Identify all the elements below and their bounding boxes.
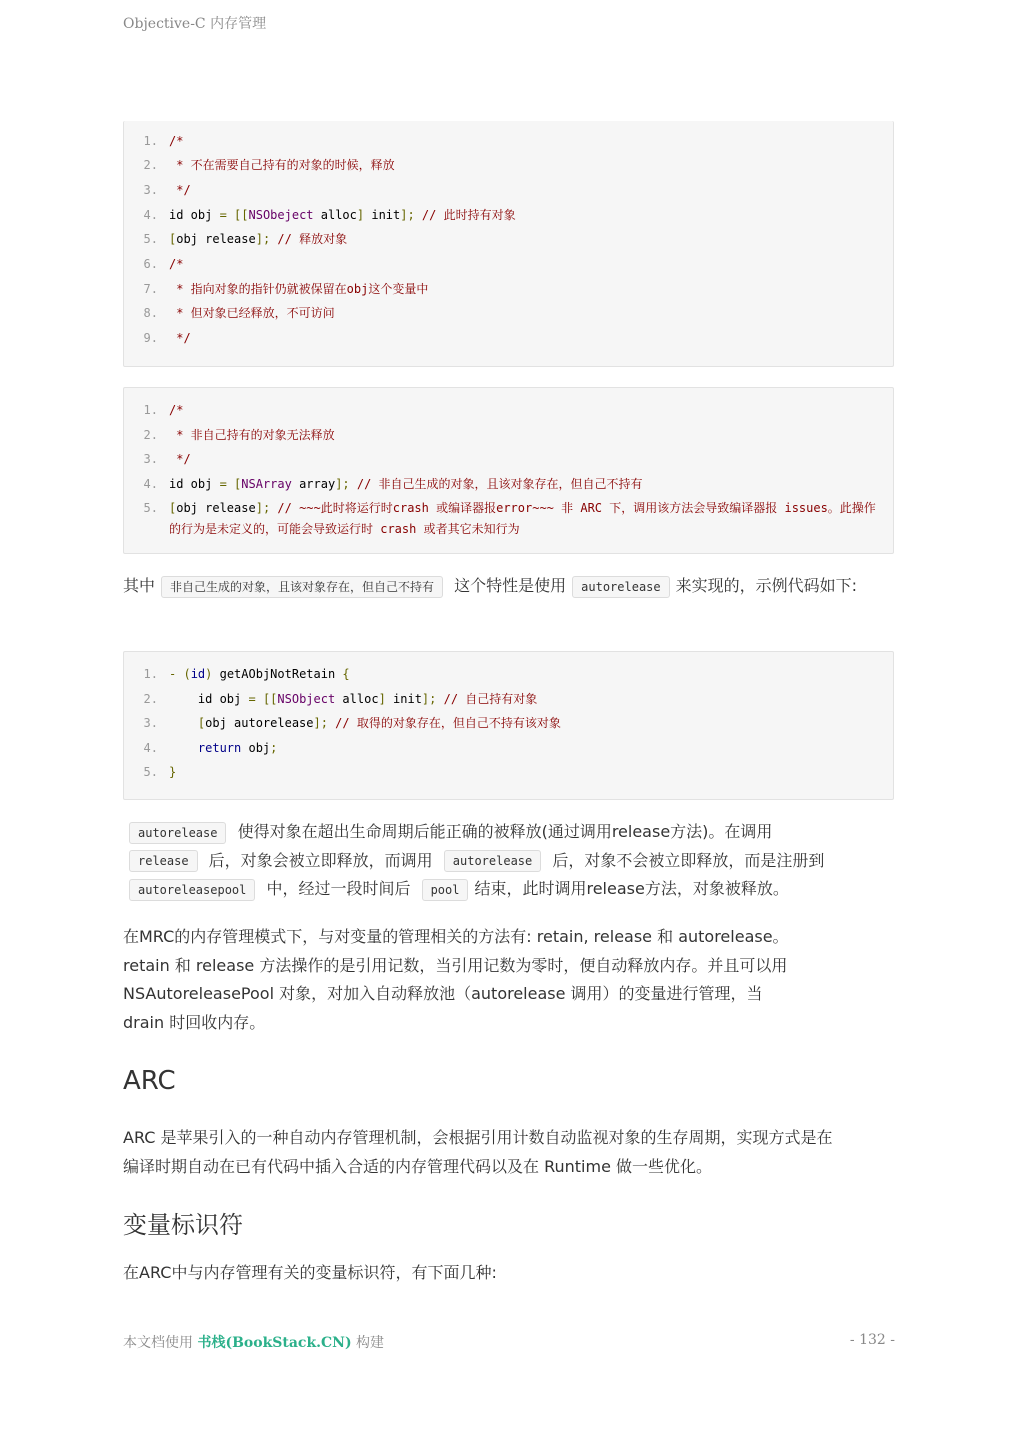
line-number: 2. bbox=[143, 428, 158, 442]
code-text: id obj = [[NSObject alloc] init]; // 自己持有对象 bbox=[169, 692, 538, 706]
code-line bbox=[124, 303, 893, 323]
code-comment: * 不在需要自己持有的对象的时候，释放 bbox=[169, 158, 395, 172]
line-number: 4. bbox=[143, 477, 158, 491]
line-number: 1. bbox=[143, 403, 158, 417]
line-number: 3. bbox=[143, 183, 158, 197]
page-header-title: Objective-C 内存管理 bbox=[123, 16, 267, 32]
code-comment: */ bbox=[169, 452, 191, 466]
code-text: - (id) getAObjNotRetain { bbox=[169, 667, 350, 681]
line-number: 7. bbox=[143, 282, 158, 296]
code-text: } bbox=[169, 765, 177, 779]
code-line bbox=[124, 279, 893, 299]
line-number: 1. bbox=[143, 667, 158, 681]
code-line bbox=[124, 738, 893, 758]
code-line bbox=[124, 664, 893, 684]
paragraph-arc-intro: ARC 是苹果引入的一种自动内存管理机制，会根据引用计数自动监视对象的生存周期，实现方式是在 编译时期自动在已有代码中插入合适的内存管理代码以及在 Runtime 做一些优化。 bbox=[123, 1128, 833, 1176]
heading-arc: ARC bbox=[123, 1066, 176, 1096]
footer-brand-link[interactable]: 书栈(BookStack.CN) bbox=[197, 1335, 352, 1351]
inline-code: pool bbox=[422, 879, 469, 901]
code-comment: /* bbox=[169, 134, 184, 148]
code-text: [obj autorelease]; // 取得的对象存在，但自己不持有该对象 bbox=[169, 716, 561, 730]
code-line bbox=[124, 498, 893, 540]
heading-variable-qualifiers: 变量标识符 bbox=[123, 1211, 243, 1239]
inline-code: release bbox=[129, 850, 198, 872]
code-comment: */ bbox=[169, 331, 191, 345]
code-comment: * 但对象已经释放，不可访问 bbox=[169, 306, 335, 320]
code-text: id obj = [[NSObeject alloc] init]; // 此时持有对象 bbox=[169, 208, 516, 222]
code-comment: * 非自己持有的对象无法释放 bbox=[169, 428, 335, 442]
line-number: 5. bbox=[143, 765, 158, 779]
line-number: 5. bbox=[143, 501, 158, 515]
code-comment: /* bbox=[169, 403, 184, 417]
code-text: [obj release]; // ~~~此时将运行时crash 或编译器报error~~~ 非 ARC 下，调用该方法会导致编译器报 issues。此操作的行为是未定义的，可能会导致运行时 crash 或者其它未知行为 bbox=[169, 501, 876, 536]
paragraph-autorelease-intro: 其中 非自己生成的对象，且该对象存在，但自己不持有 这个特性是使用 autorelease 来实现的，示例代码如下: bbox=[123, 572, 894, 601]
line-number: 5. bbox=[143, 232, 158, 246]
code-block-release-owned bbox=[123, 121, 894, 367]
code-text: return obj; bbox=[169, 741, 278, 755]
line-number: 9. bbox=[143, 331, 158, 345]
line-number: 4. bbox=[143, 741, 158, 755]
code-line bbox=[124, 400, 893, 420]
inline-code: autorelease bbox=[444, 850, 541, 872]
line-number: 2. bbox=[143, 158, 158, 172]
paragraph-qualifiers-intro: 在ARC中与内存管理有关的变量标识符，有下面几种: bbox=[123, 1263, 497, 1282]
code-line bbox=[124, 205, 893, 225]
code-line bbox=[124, 180, 893, 200]
line-number: 4. bbox=[143, 208, 158, 222]
code-line bbox=[124, 155, 893, 175]
code-line bbox=[124, 131, 893, 151]
line-number: 6. bbox=[143, 257, 158, 271]
inline-code: autoreleasepool bbox=[129, 879, 255, 901]
inline-code: 非自己生成的对象，且该对象存在，但自己不持有 bbox=[161, 576, 443, 598]
line-number: 3. bbox=[143, 716, 158, 730]
footer-credit: 本文档使用 书栈(BookStack.CN) 构建 bbox=[123, 1335, 385, 1351]
code-block-release-not-owned bbox=[123, 387, 894, 554]
code-text: id obj = [NSArray array]; // 非自己生成的对象，且该对象存在，但自己不持有 bbox=[169, 477, 643, 491]
line-number: 8. bbox=[143, 306, 158, 320]
code-line bbox=[124, 254, 893, 274]
code-line bbox=[124, 713, 893, 733]
code-line bbox=[124, 229, 893, 249]
code-text: [obj release]; // 释放对象 bbox=[169, 232, 348, 246]
page-number: - 132 - bbox=[849, 1332, 895, 1348]
code-comment: /* bbox=[169, 257, 184, 271]
code-line bbox=[124, 425, 893, 445]
paragraph-mrc-methods: 在MRC的内存管理模式下，与对变量的管理相关的方法有: retain, release 和 autorelease。 retain 和 release 方法操作的是引用记数，当引用记数为零时，便自动释放内存。并且可以用 NSAutoreleasePool 对象，对加入自动释放池（autorelease 调用）的变量进行管理，当 drain 时回收内存。 bbox=[123, 927, 789, 1032]
code-comment: * 指向对象的指针仍就被保留在obj这个变量中 bbox=[169, 282, 429, 296]
code-line bbox=[124, 449, 893, 469]
code-line bbox=[124, 689, 893, 709]
code-line bbox=[124, 762, 893, 782]
code-comment: */ bbox=[169, 183, 191, 197]
paragraph-autorelease-explain: autorelease 使得对象在超出生命周期后能正确的被释放(通过调用release方法)。在调用 release 后，对象会被立即释放，而调用 autorelease 后，对象不会被立即释放，而是注册到 autoreleasepool 中，经过一段时间后 pool 结束，此时调用release方法，对象被释放。 bbox=[123, 818, 894, 904]
code-line bbox=[124, 474, 893, 494]
line-number: 2. bbox=[143, 692, 158, 706]
code-line bbox=[124, 328, 893, 348]
line-number: 1. bbox=[143, 134, 158, 148]
line-number: 3. bbox=[143, 452, 158, 466]
inline-code: autorelease bbox=[572, 576, 669, 598]
code-block-autorelease-example bbox=[123, 651, 894, 800]
inline-code: autorelease bbox=[129, 822, 226, 844]
